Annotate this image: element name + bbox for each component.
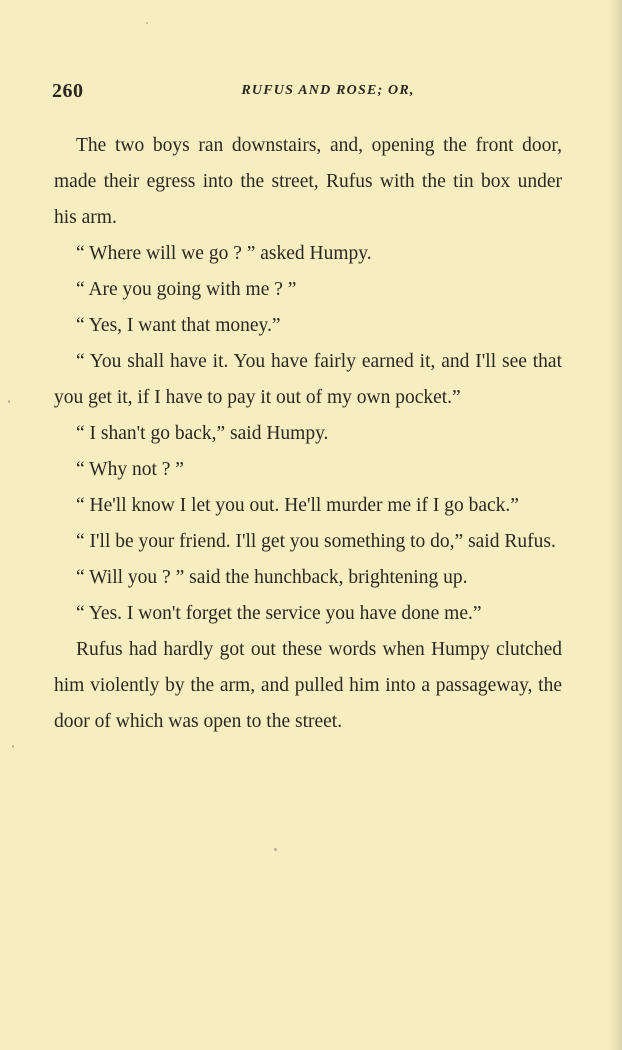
paper-speck — [274, 848, 277, 851]
page-number: 260 — [52, 80, 84, 102]
paragraph: “ Are you going with me ? ” — [76, 279, 297, 300]
paragraph: “ Why not ? ” — [76, 459, 184, 480]
paragraph: The two boys ran downstairs, and, opening the front door, made their egress into the street, Rufus with the tin box under his arm. — [54, 135, 562, 228]
paragraph: “ I'll be your friend. I'll get you something to do,” said Rufus. — [76, 531, 556, 552]
paragraph: “ Yes, I want that money.” — [76, 315, 281, 336]
page-header — [52, 80, 564, 110]
paragraph: Rufus had hardly got out these words when Humpy clutched him violently by the arm, and pulled him into a passageway, the door of which was open to the street. — [54, 639, 562, 732]
paragraph: “ You shall have it. You have fairly earned it, and I'll see that you get it, if I have to pay it out of my own pocket.” — [54, 351, 562, 408]
paragraph: “ Where will we go ? ” asked Humpy. — [76, 243, 372, 264]
paper-speck — [146, 22, 148, 24]
running-head: RUFUS AND ROSE; OR, — [241, 83, 415, 98]
paragraph: “ Will you ? ” said the hunchback, brightening up. — [76, 567, 468, 588]
paragraph: “ He'll know I let you out. He'll murder me if I go back.” — [76, 495, 519, 516]
paper-speck — [12, 745, 14, 748]
paragraph: “ Yes. I won't forget the service you have done me.” — [76, 603, 482, 624]
paragraph: “ I shan't go back,” said Humpy. — [76, 423, 329, 444]
page-edge-shadow — [608, 0, 622, 1050]
body-text — [54, 128, 562, 740]
paper-speck — [8, 400, 10, 403]
